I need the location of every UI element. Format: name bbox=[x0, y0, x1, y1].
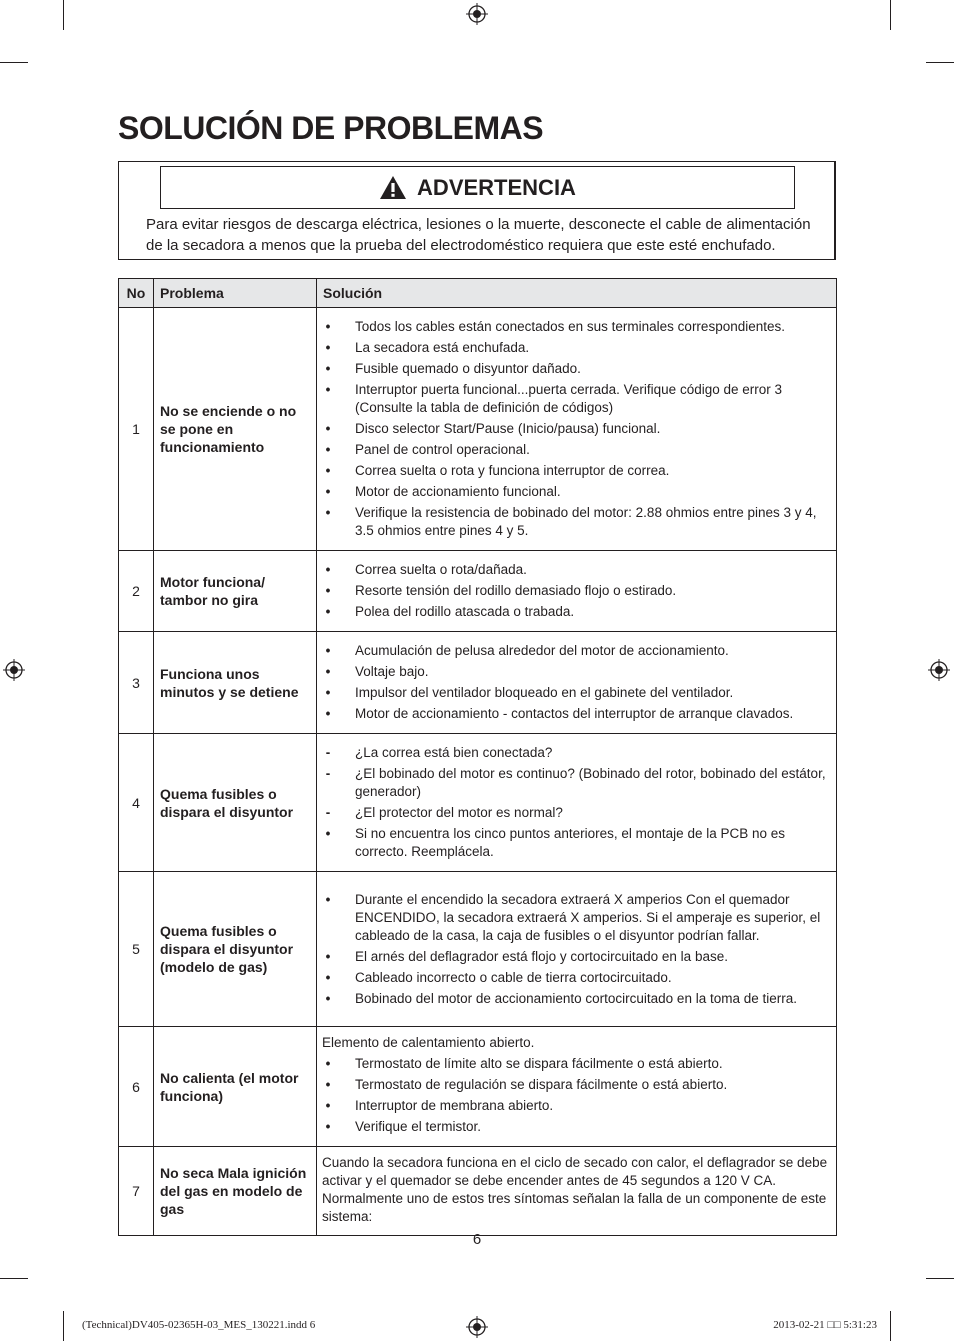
row-number: 1 bbox=[119, 308, 154, 551]
row-number: 5 bbox=[119, 872, 154, 1027]
footer-file: (Technical)DV405-02365H-03_MES_130221.indd 6 bbox=[82, 1319, 316, 1331]
crop-mark bbox=[63, 1311, 64, 1341]
crop-mark bbox=[890, 1311, 891, 1341]
solution-intro: Cuando la secadora funciona en el ciclo de secado con calor, el deflagrador se debe activar y el quemador se debe encender antes de 45 segundos a 120 V CA. Normalmente uno de estos tres síntomas señalan la falla de un componente de este sistema: bbox=[322, 1155, 828, 1224]
solution-item: • Correa suelta o rota y funciona interruptor de correa. bbox=[322, 462, 830, 480]
solution-list bbox=[322, 1055, 830, 1136]
solution-item: • Termostato de regulación se dispara fácilmente o está abierto. bbox=[322, 1076, 830, 1094]
solution-item: - ¿El bobinado del motor es continuo? (Bobinado del rotor, bobinado del estátor, generador) bbox=[322, 765, 830, 801]
table-row bbox=[119, 1027, 837, 1147]
warning-triangle-icon bbox=[379, 175, 407, 200]
column-header-solution: Solución bbox=[317, 279, 837, 308]
solution-item: • Polea del rodillo atascada o trabada. bbox=[322, 603, 830, 621]
solution-item: • Si no encuentra los cinco puntos anteriores, el montaje de la PCB no es correcto. Reemplácela. bbox=[322, 825, 830, 861]
problem-cell: No calienta (el motor funciona) bbox=[154, 1027, 317, 1147]
row-number: 7 bbox=[119, 1147, 154, 1236]
solution-cell bbox=[317, 1147, 837, 1236]
solution-item: - ¿El protector del motor es normal? bbox=[322, 804, 830, 822]
problem-cell: No seca Mala ignición del gas en modelo de gas bbox=[154, 1147, 317, 1236]
problem-cell: No se enciende o no se pone en funcionamiento bbox=[154, 308, 317, 551]
solution-item: • Verifique la resistencia de bobinado del motor: 2.88 ohmios entre pines 3 y 4, 3.5 ohmios entre pines 4 y 5. bbox=[322, 504, 830, 540]
problem-cell: Funciona unos minutos y se detiene bbox=[154, 632, 317, 734]
solution-item: • Impulsor del ventilador bloqueado en el gabinete del ventilador. bbox=[322, 684, 830, 702]
page-number: 6 bbox=[472, 1231, 482, 1248]
registration-mark-icon bbox=[466, 1316, 488, 1338]
warning-box bbox=[118, 161, 836, 260]
solution-item: - ¿La correa está bien conectada? bbox=[322, 744, 830, 762]
solution-item: • Interruptor de membrana abierto. bbox=[322, 1097, 830, 1115]
solution-item: • Fusible quemado o disyuntor dañado. bbox=[322, 360, 830, 378]
problem-cell: Motor funciona/ tambor no gira bbox=[154, 551, 317, 632]
crop-mark bbox=[926, 1278, 954, 1279]
registration-mark-icon bbox=[466, 3, 488, 25]
column-header-no: No bbox=[119, 279, 154, 308]
crop-mark bbox=[63, 0, 64, 30]
solution-item: • Cableado incorrecto o cable de tierra cortocircuitado. bbox=[322, 969, 830, 987]
solution-item: • Verifique el termistor. bbox=[322, 1118, 830, 1136]
warning-header bbox=[160, 166, 795, 209]
solution-item: • Durante el encendido la secadora extraerá X amperios Con el quemador ENCENDIDO, la secadora extraerá X amperios. Si el amperaje es superior, el cableado de la casa, la caja de fusibles o el disyuntor podrían fallar. bbox=[322, 891, 830, 945]
crop-mark bbox=[890, 0, 891, 30]
row-number: 2 bbox=[119, 551, 154, 632]
warning-text: Para evitar riesgos de descarga eléctrica, lesiones o la muerte, desconecte el cable de alimentación de la secadora a menos que la prueba del electrodoméstico requiera que este esté enchufado. bbox=[146, 216, 811, 254]
troubleshooting-table bbox=[118, 278, 837, 1236]
solution-item: • Disco selector Start/Pause (Inicio/pausa) funcional. bbox=[322, 420, 830, 438]
solution-cell bbox=[317, 308, 837, 551]
solution-list bbox=[322, 318, 830, 540]
solution-intro: Elemento de calentamiento abierto. bbox=[322, 1035, 535, 1050]
solution-item: • Interruptor puerta funcional...puerta cerrada. Verifique código de error 3 (Consulte la tabla de definición de códigos) bbox=[322, 381, 830, 417]
solution-cell bbox=[317, 872, 837, 1027]
solution-item: • Todos los cables están conectados en sus terminales correspondientes. bbox=[322, 318, 830, 336]
table-row bbox=[119, 1147, 837, 1236]
table-row bbox=[119, 551, 837, 632]
solution-item: • Panel de control operacional. bbox=[322, 441, 830, 459]
registration-mark-icon bbox=[928, 659, 950, 681]
solution-item: • Bobinado del motor de accionamiento cortocircuitado en la toma de tierra. bbox=[322, 990, 830, 1008]
footer-date: 2013-02-21 □□ 5:31:23 bbox=[773, 1319, 877, 1331]
solution-item: • Motor de accionamiento - contactos del interruptor de arranque clavados. bbox=[322, 705, 830, 723]
row-number: 3 bbox=[119, 632, 154, 734]
table-row bbox=[119, 734, 837, 872]
solution-item: • El arnés del deflagrador está flojo y cortocircuitado en la base. bbox=[322, 948, 830, 966]
page-title: SOLUCIÓN DE PROBLEMAS bbox=[118, 110, 544, 146]
solution-list bbox=[322, 642, 830, 723]
solution-item: • La secadora está enchufada. bbox=[322, 339, 830, 357]
solution-cell bbox=[317, 551, 837, 632]
solution-item: • Acumulación de pelusa alrededor del motor de accionamiento. bbox=[322, 642, 830, 660]
table-row bbox=[119, 872, 837, 1027]
row-number: 4 bbox=[119, 734, 154, 872]
table-row bbox=[119, 632, 837, 734]
solution-item: • Motor de accionamiento funcional. bbox=[322, 483, 830, 501]
solution-cell bbox=[317, 632, 837, 734]
warning-label: ADVERTENCIA bbox=[417, 174, 576, 200]
problem-cell: Quema fusibles o dispara el disyuntor (modelo de gas) bbox=[154, 872, 317, 1027]
solution-cell bbox=[317, 1027, 837, 1147]
problem-cell: Quema fusibles o dispara el disyuntor bbox=[154, 734, 317, 872]
crop-mark bbox=[0, 1278, 28, 1279]
table-header-row bbox=[119, 279, 837, 308]
solution-item: • Correa suelta o rota/dañada. bbox=[322, 561, 830, 579]
crop-mark bbox=[926, 62, 954, 63]
table-row bbox=[119, 308, 837, 551]
registration-mark-icon bbox=[3, 659, 25, 681]
crop-mark bbox=[0, 62, 28, 63]
solution-item: • Termostato de límite alto se dispara fácilmente o está abierto. bbox=[322, 1055, 830, 1073]
row-number: 6 bbox=[119, 1027, 154, 1147]
solution-list bbox=[322, 891, 830, 1008]
solution-list bbox=[322, 561, 830, 621]
column-header-problem: Problema bbox=[154, 279, 317, 308]
solution-item: • Voltaje bajo. bbox=[322, 663, 830, 681]
solution-item: • Resorte tensión del rodillo demasiado flojo o estirado. bbox=[322, 582, 830, 600]
solution-list bbox=[322, 744, 830, 861]
solution-cell bbox=[317, 734, 837, 872]
